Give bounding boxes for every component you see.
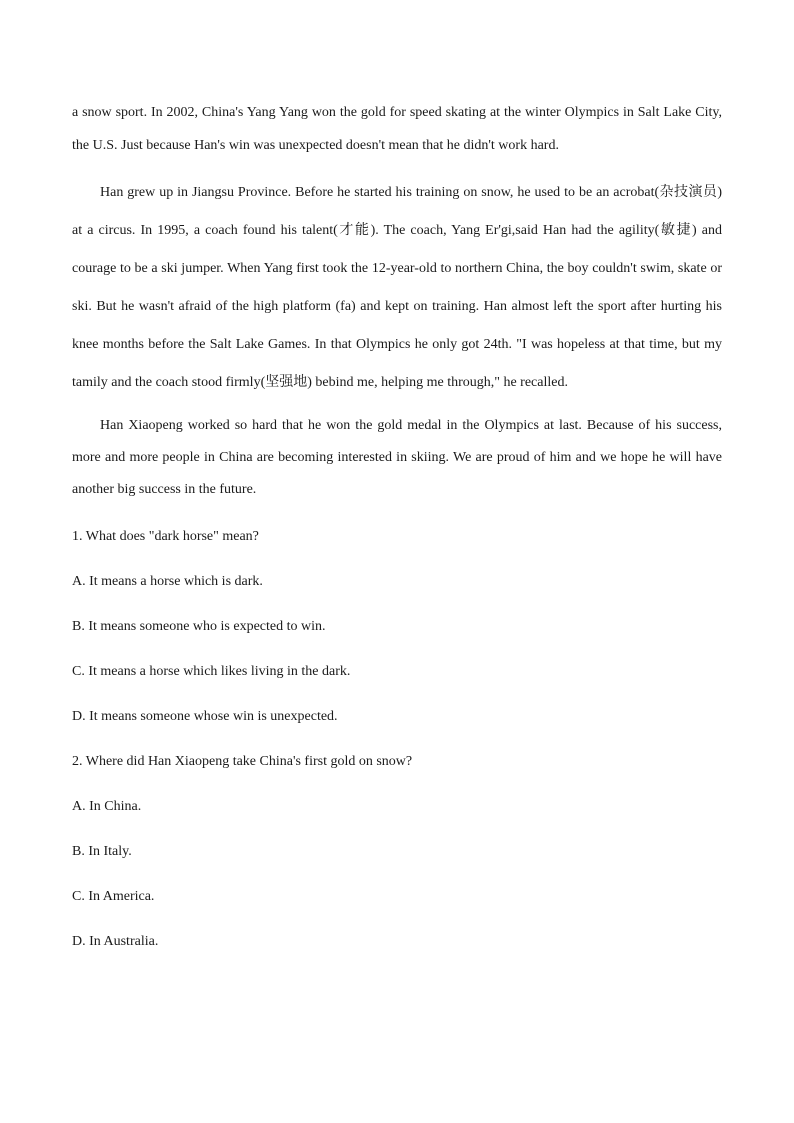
question-2-option-b: B. In Italy. [72,844,132,859]
passage-paragraph-2: Han grew up in Jiangsu Province. Before he started his training on snow, he used to be an acrobat(杂技演员) at a circus. In 1995, a coach found his talent(才能). The coach, Yang Er'gi,said Han had the agility(敏捷) and courage to be a ski jumper. When Yang first took the 12-year-old to northern China, the boy couldn't swim, skate or ski. But he wasn't afraid of the high platform (fa) and kept on training. Han almost left the sport after hurting his knee months before the Salt Lake Games. In that Olympics he only got 24th. "I was hopeless at that time, but my tamily and the coach stood firmly(坚强地) bebind me, helping me through," he recalled. [72,185,722,390]
question-1-option-d: D. It means someone whose win is unexpected. [72,709,338,724]
question-1-option-a: A. It means a horse which is dark. [72,574,263,589]
question-2-stem: 2. Where did Han Xiaopeng take China's first gold on snow? [72,754,413,769]
passage-paragraph-1: a snow sport. In 2002, China's Yang Yang won the gold for speed skating at the winter Olympics in Salt Lake City, the U.S. Just because Han's win was unexpected doesn't mean that he didn't work hard. [72,105,722,153]
question-1-option-c: C. It means a horse which likes living in the dark. [72,664,351,679]
question-1-option-b: B. It means someone who is expected to win. [72,619,326,634]
question-2-option-a: A. In China. [72,799,142,814]
question-2 [72,739,722,964]
passage-paragraph-3: Han Xiaopeng worked so hard that he won the gold medal in the Olympics at last. Because of his success, more and more people in China are becoming interested in skiing. We are proud of him and we hope he will have another big success in the future. [72,418,722,497]
question-2-option-c: C. In America. [72,889,155,904]
question-1-stem: 1. What does "dark horse" mean? [72,529,259,544]
question-2-option-d: D. In Australia. [72,934,159,949]
question-1 [72,514,722,739]
